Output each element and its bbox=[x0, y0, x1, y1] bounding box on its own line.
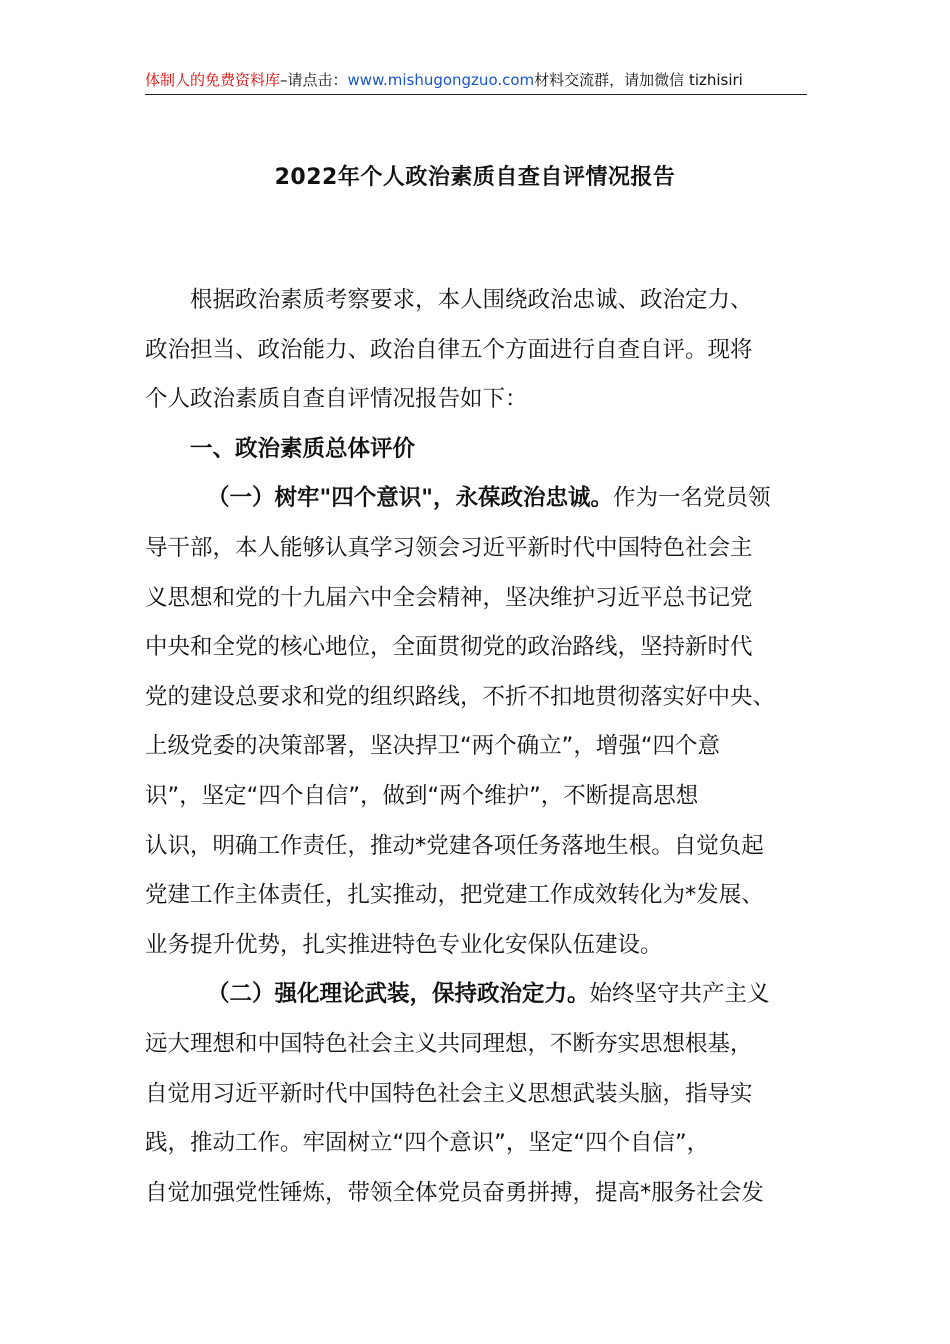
paragraph-line: 践，推动工作。牢固树立“四个意识”，坚定“四个自信”， bbox=[145, 1130, 710, 1157]
paragraph-line: 自觉加强党性锤炼，带领全体党员奋勇拼搏，提高*服务社会发 bbox=[145, 1179, 764, 1206]
paragraph-line: 上级党委的决策部署，坚决捍卫“两个确立”，增强“四个意 bbox=[145, 733, 720, 760]
paragraph-line: 认识，明确工作责任，推动*党建各项任务落地生根。自觉负起 bbox=[145, 832, 764, 859]
paragraph-text: 作为一名党员领 bbox=[612, 485, 771, 512]
header-brand: 体制人的免费资料库 bbox=[145, 71, 281, 89]
page-header bbox=[145, 68, 807, 95]
paragraph-line: 远大理想和中国特色社会主义共同理想，不断夯实思想根基， bbox=[145, 1030, 753, 1057]
header-prompt: –请点击： bbox=[280, 71, 348, 89]
paragraph-line: 政治担当、政治能力、政治自律五个方面进行自查自评。现将 bbox=[145, 336, 753, 363]
paragraph-line: 党的建设总要求和党的组织路线，不折不扣地贯彻落实好中央、 bbox=[145, 683, 776, 710]
paragraph-line: 自觉用习近平新时代中国特色社会主义思想武装头脑，指导实 bbox=[145, 1080, 753, 1107]
paragraph-text: 始终坚守共产主义 bbox=[589, 981, 770, 1008]
paragraph-line bbox=[145, 970, 807, 1020]
document-body bbox=[145, 276, 807, 1218]
paragraph-line: 识”，坚定“四个自信”，做到“两个维护”，不断提高思想 bbox=[145, 782, 699, 809]
paragraph-line: 党建工作主体责任，扎实推动，把党建工作成效转化为*发展、 bbox=[145, 882, 764, 909]
header-url-link[interactable]: www.mishugongzuo.com bbox=[347, 71, 535, 89]
paragraph-line: 导干部，本人能够认真学习领会习近平新时代中国特色社会主 bbox=[145, 534, 753, 561]
paragraph-line bbox=[145, 474, 807, 524]
paragraph-line: 根据政治素质考察要求，本人围绕政治忠诚、政治定力、 bbox=[190, 287, 753, 313]
paragraph-line: 业务提升优势，扎实推进特色专业化安保队伍建设。 bbox=[145, 931, 663, 958]
section-heading: 一、政治素质总体评价 bbox=[190, 435, 416, 462]
paragraph-line: 个人政治素质自查自评情况报告如下： bbox=[145, 386, 528, 413]
document-title: 2022年个人政治素质自查自评情况报告 bbox=[274, 165, 676, 190]
header-tail: 材料交流群，请加微信 tizhisiri bbox=[534, 71, 743, 89]
subsection-heading: （一）树牢"四个意识"，永葆政治忠诚。 bbox=[207, 485, 613, 512]
paragraph-line: 义思想和党的十九届六中全会精神，坚决维护习近平总书记党 bbox=[145, 584, 753, 611]
paragraph-line: 中央和全党的核心地位，全面贯彻党的政治路线，坚持新时代 bbox=[145, 634, 753, 661]
subsection-heading: （二）强化理论武装，保持政治定力。 bbox=[207, 981, 590, 1008]
